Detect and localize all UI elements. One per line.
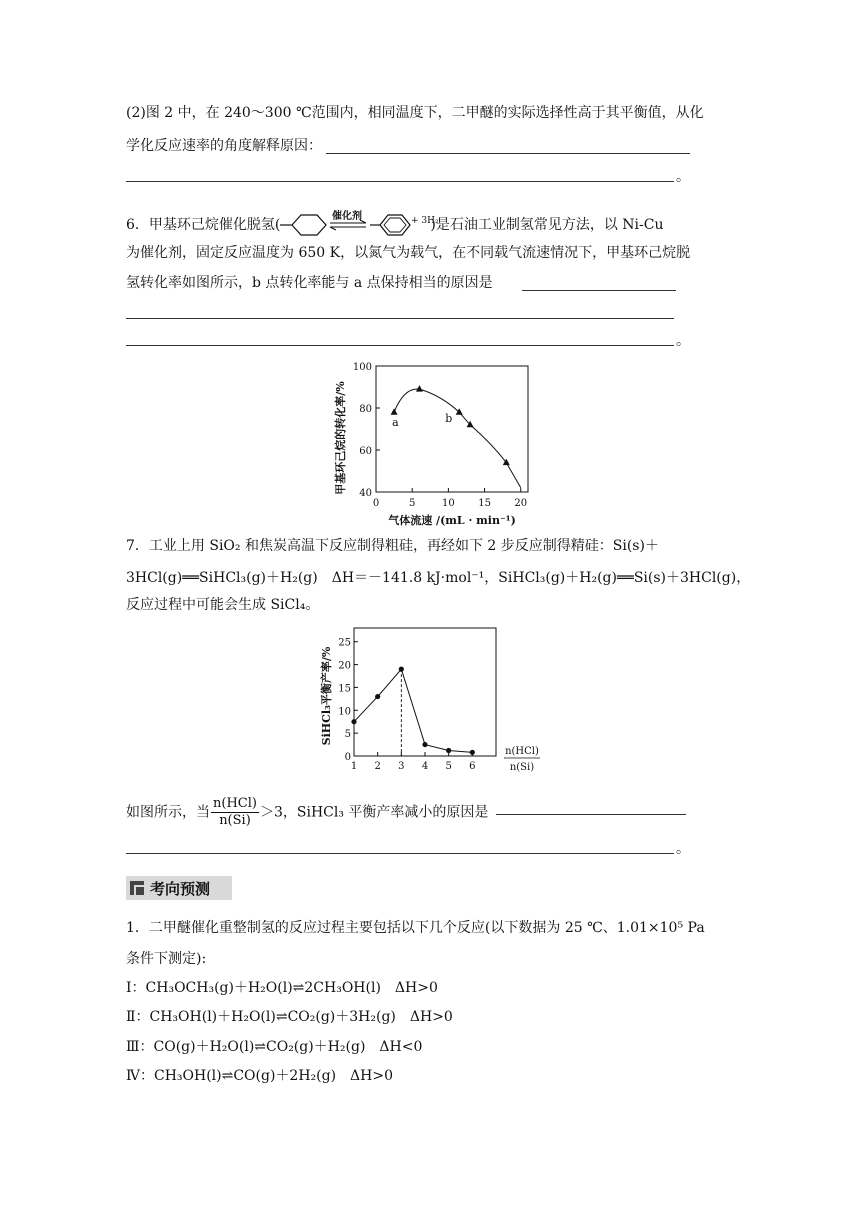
conversion-curve bbox=[394, 389, 521, 488]
y-tick-label: 5 bbox=[344, 729, 351, 741]
section-title: 考向预测 bbox=[150, 880, 211, 898]
answer-blank[interactable] bbox=[326, 153, 690, 154]
reaction-4: Ⅳ：CH₃OH(l)⇌CO(g)＋2H₂(g) ΔH>0 bbox=[126, 1068, 393, 1084]
y-tick-label: 100 bbox=[352, 362, 372, 373]
data-point bbox=[351, 719, 356, 724]
y-tick-label: 10 bbox=[338, 706, 351, 718]
q7-line2: 3HCl(g)══SiHCl₃(g)＋H₂(g) ΔH＝－141.8 kJ·mol⁻¹，SiHCl₃(g)＋H₂(g)══Si(s)＋3HCl(g)， bbox=[126, 570, 751, 586]
y-axis-label: SiHCl₃平衡产率/% bbox=[320, 646, 333, 746]
point-label-a: a bbox=[392, 416, 399, 430]
answer-blank[interactable] bbox=[126, 853, 674, 854]
q7-line4 bbox=[126, 796, 488, 829]
fraction-numerator: n(HCl) bbox=[213, 796, 257, 811]
y-tick-label: 15 bbox=[338, 683, 351, 695]
fraction-denominator: n(Si) bbox=[219, 813, 251, 828]
answer-blank[interactable] bbox=[496, 814, 686, 815]
data-point bbox=[399, 667, 404, 672]
y-tick-label: 60 bbox=[359, 446, 372, 457]
x-tick-label: 2 bbox=[374, 761, 381, 772]
plot-frame bbox=[376, 366, 528, 492]
section-marker-icon bbox=[130, 881, 144, 895]
q7-after-suffix: ＞3，SiHCl₃ 平衡产率减小的原因是 bbox=[259, 804, 489, 821]
sihcl3-yield-chart bbox=[318, 626, 558, 776]
q6-line3: 氢转化率如图所示，b 点转化率能与 a 点保持相当的原因是 bbox=[126, 275, 493, 291]
data-point bbox=[446, 748, 451, 753]
data-point bbox=[391, 408, 398, 415]
x-tick-label: 20 bbox=[514, 498, 528, 509]
y-tick-label: 80 bbox=[359, 404, 372, 415]
y-axis-label: 甲基环己烷的转化率/% bbox=[334, 381, 347, 495]
x-axis-label: 气体流速 /(mL · min⁻¹) bbox=[388, 514, 516, 527]
y-tick-label: 25 bbox=[338, 637, 351, 649]
section-header bbox=[126, 876, 232, 900]
answer-blank[interactable] bbox=[126, 345, 674, 346]
x-axis-label-numerator: n(HCl) bbox=[505, 746, 539, 757]
point-label-b: b bbox=[445, 412, 453, 426]
q5-line2: 学化反应速率的角度解释原因： bbox=[126, 138, 322, 154]
catalyst-label: 催化剂 bbox=[332, 211, 363, 222]
data-point bbox=[422, 742, 427, 747]
period: 。 bbox=[676, 169, 690, 185]
x-axis-label-denominator: n(Si) bbox=[509, 762, 535, 773]
ratio-fraction bbox=[211, 796, 259, 829]
y-tick-label: 0 bbox=[344, 752, 351, 763]
period: 。 bbox=[676, 841, 690, 857]
x-tick-label: 10 bbox=[442, 498, 455, 509]
x-tick-label: 1 bbox=[350, 761, 358, 772]
data-point bbox=[470, 750, 475, 755]
x-tick-label: 0 bbox=[372, 498, 380, 509]
plot-frame bbox=[354, 628, 496, 756]
q6-prefix: 6．甲基环己烷催化脱氢( bbox=[126, 217, 281, 233]
q6-line1 bbox=[126, 210, 663, 240]
pred1-line1: 1．二甲醚催化重整制氢的反应过程主要包括以下几个反应(以下数据为 25 ℃、1.01×10⁵ Pa bbox=[126, 920, 705, 936]
conversion-rate-chart bbox=[330, 358, 550, 528]
data-point bbox=[456, 408, 463, 415]
q7-after-prefix: 如图所示，当 bbox=[126, 804, 210, 821]
data-point bbox=[416, 385, 423, 392]
x-tick-label: 5 bbox=[409, 498, 416, 509]
x-tick-label: 15 bbox=[478, 498, 491, 509]
data-point bbox=[375, 694, 380, 699]
pred1-line2: 条件下测定): bbox=[126, 951, 207, 967]
reaction-2: Ⅱ：CH₃OH(l)＋H₂O(l)⇌CO₂(g)＋3H₂(g) ΔH>0 bbox=[126, 1009, 453, 1025]
reaction-1: Ⅰ：CH₃OCH₃(g)＋H₂O(l)⇌2CH₃OH(l) ΔH>0 bbox=[126, 980, 438, 996]
q7-line1: 7．工业上用 SiO₂ 和焦炭高温下反应制得粗硅，再经如下 2 步反应制得精硅：Si(s)＋ bbox=[126, 538, 659, 554]
answer-blank[interactable] bbox=[126, 318, 674, 319]
q5-line1: (2)图 2 中，在 240～300 ℃范围内，相同温度下，二甲醚的实际选择性高于其平衡值，从化 bbox=[126, 105, 704, 121]
answer-blank[interactable] bbox=[522, 290, 676, 291]
product-label: + 3H₂ bbox=[411, 216, 439, 226]
yield-line bbox=[354, 669, 472, 752]
x-tick-label: 5 bbox=[445, 761, 452, 772]
x-tick-label: 4 bbox=[421, 761, 429, 772]
q6-suffix: )是石油工业制氢常见方法，以 Ni-Cu bbox=[430, 217, 664, 233]
y-tick-label: 20 bbox=[338, 660, 351, 672]
period: 。 bbox=[676, 333, 690, 349]
q6-line2: 为催化剂，固定反应温度为 650 K，以氮气为载气，在不同载气流速情况下，甲基环己烷脱 bbox=[126, 245, 691, 261]
q7-line3: 反应过程中可能会生成 SiCl₄。 bbox=[126, 597, 320, 613]
answer-blank[interactable] bbox=[126, 181, 674, 182]
x-tick-label: 3 bbox=[398, 761, 405, 772]
y-tick-label: 40 bbox=[359, 488, 372, 499]
reaction-3: Ⅲ：CO(g)＋H₂O(l)⇌CO₂(g)＋H₂(g) ΔH<0 bbox=[126, 1039, 423, 1055]
x-tick-label: 6 bbox=[469, 761, 476, 772]
methylcyclohexane-dehydrogenation-icon bbox=[280, 210, 439, 240]
